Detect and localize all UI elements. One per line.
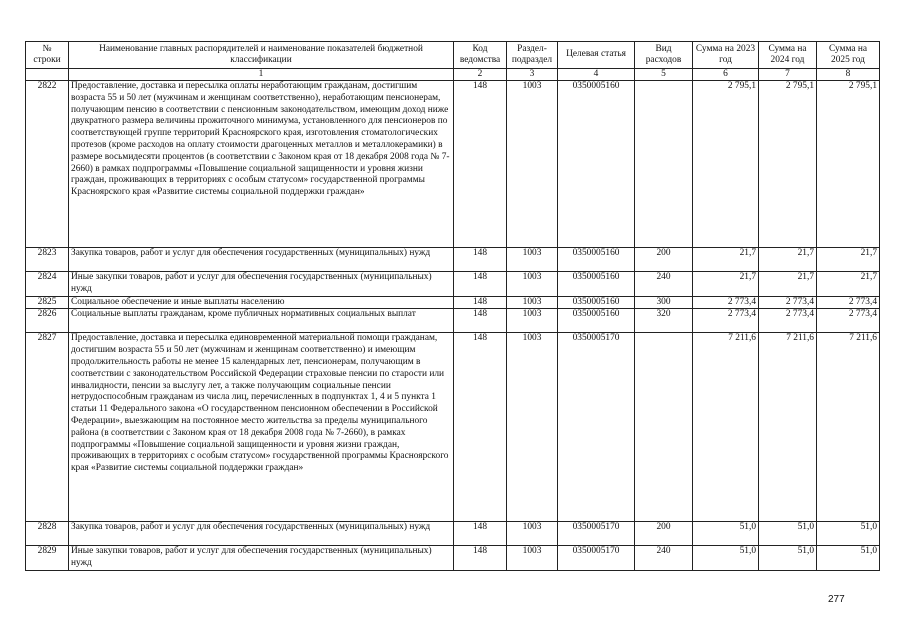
row-sum-2024: 2 795,1 bbox=[759, 81, 817, 248]
table-row bbox=[26, 309, 880, 333]
row-number: 2828 bbox=[26, 522, 69, 546]
row-sum-2025: 21,7 bbox=[817, 248, 880, 272]
row-exp-type bbox=[635, 333, 693, 522]
row-dept-code: 148 bbox=[454, 296, 507, 309]
row-number: 2825 bbox=[26, 296, 69, 309]
row-section: 1003 bbox=[507, 81, 558, 248]
row-dept-code: 148 bbox=[454, 522, 507, 546]
table-row bbox=[26, 522, 880, 546]
row-exp-type: 320 bbox=[635, 309, 693, 333]
row-sum-2023: 51,0 bbox=[693, 522, 759, 546]
row-sum-2023: 21,7 bbox=[693, 248, 759, 272]
row-target: 0350005160 bbox=[558, 248, 635, 272]
row-sum-2023: 2 773,4 bbox=[693, 309, 759, 333]
row-section: 1003 bbox=[507, 309, 558, 333]
row-sum-2024: 51,0 bbox=[759, 522, 817, 546]
row-name: Социальные выплаты гражданам, кроме публичных нормативных социальных выплат bbox=[69, 309, 454, 333]
header-sum-2024: Сумма на 2024 год bbox=[759, 42, 817, 69]
row-section: 1003 bbox=[507, 296, 558, 309]
row-section: 1003 bbox=[507, 272, 558, 297]
header-row bbox=[26, 42, 880, 69]
row-sum-2024: 21,7 bbox=[759, 272, 817, 297]
row-number: 2822 bbox=[26, 81, 69, 248]
column-number: 2 bbox=[454, 69, 507, 81]
row-number: 2823 bbox=[26, 248, 69, 272]
header-sum-2023: Сумма на 2023 год bbox=[693, 42, 759, 69]
row-exp-type: 240 bbox=[635, 272, 693, 297]
row-target: 0350005170 bbox=[558, 333, 635, 522]
column-number: 4 bbox=[558, 69, 635, 81]
header-name: Наименование главных распорядителей и наименование показателей бюджетной классификации bbox=[69, 42, 454, 69]
column-number-row bbox=[26, 69, 880, 81]
row-dept-code: 148 bbox=[454, 272, 507, 297]
row-sum-2023: 21,7 bbox=[693, 272, 759, 297]
row-name: Закупка товаров, работ и услуг для обеспечения государственных (муниципальных) нужд bbox=[69, 522, 454, 546]
row-section: 1003 bbox=[507, 248, 558, 272]
row-sum-2024: 2 773,4 bbox=[759, 296, 817, 309]
row-name: Предоставление, доставка и пересылка единовременной материальной помощи гражданам, достигшим возраста 55 и 50 лет (мужчинам и женщинам соответственно) и имеющим продолжительность работы не менее 15 календарных лет, пенсионерам, получающим в соответствии с законодательством Российской Федерации страховые пенсии по старости или инвалидности, пенсии за выслугу лет, а также получающим социальные пенсии нетрудоспособным гражданам из числа лиц, перечисленных в подпунктах 1, 4 и 5 пункта 1 статьи 11 Федерального закона «О государственном пенсионном обеспечении в Российской Федерации», выезжающим на постоянное место жительства за пределы муниципального района (в соответствии с Законом края от 18 декабря 2008 года № 7-2660), в рамках подпрограммы «Повышение социальной защищенности и уровня жизни граждан, проживающих в территориях с особым статусом» государственной программы Красноярского края «Развитие системы социальной поддержки граждан» bbox=[69, 333, 454, 522]
row-dept-code: 148 bbox=[454, 81, 507, 248]
header-section: Раздел-подраздел bbox=[507, 42, 558, 69]
column-number-blank bbox=[26, 69, 69, 81]
row-name: Иные закупки товаров, работ и услуг для обеспечения государственных (муниципальных) нужд bbox=[69, 272, 454, 297]
row-exp-type: 200 bbox=[635, 522, 693, 546]
row-sum-2025: 2 795,1 bbox=[817, 81, 880, 248]
table-row bbox=[26, 248, 880, 272]
row-exp-type: 240 bbox=[635, 546, 693, 571]
row-number: 2827 bbox=[26, 333, 69, 522]
column-number: 5 bbox=[635, 69, 693, 81]
row-exp-type: 200 bbox=[635, 248, 693, 272]
row-sum-2025: 51,0 bbox=[817, 546, 880, 571]
row-sum-2024: 21,7 bbox=[759, 248, 817, 272]
row-name: Предоставление, доставка и пересылка оплаты неработающим гражданам, достигшим возраста 55 и 50 лет (мужчинам и женщинам соответственно), неработающим пенсионерам, получающим пенсию в соответствии с пенсионным законодательством, имеющим доход ниже двукратного размера величины прожиточного минимума, установленного для пенсионеров по соответствующей группе территорий Красноярского края, изготовления стоматологических протезов (кроме расходов на оплату стоимости драгоценных металлов и металлокерамики) в размере восьмидесяти процентов (в соответствии с Законом края от 18 декабря 2008 года № 7-2660) в рамках подпрограммы «Повышение социальной защищенности и уровня жизни граждан, проживающих в территориях с особым статусом» государственной программы Красноярского края «Развитие системы социальной поддержки граждан» bbox=[69, 81, 454, 248]
row-target: 0350005160 bbox=[558, 309, 635, 333]
header-dept-code: Код ведомства bbox=[454, 42, 507, 69]
row-number: 2824 bbox=[26, 272, 69, 297]
table-row bbox=[26, 81, 880, 248]
row-sum-2024: 51,0 bbox=[759, 546, 817, 571]
header-target: Целевая статья bbox=[558, 42, 635, 69]
row-sum-2023: 2 795,1 bbox=[693, 81, 759, 248]
row-section: 1003 bbox=[507, 333, 558, 522]
row-dept-code: 148 bbox=[454, 546, 507, 571]
row-sum-2023: 51,0 bbox=[693, 546, 759, 571]
row-section: 1003 bbox=[507, 522, 558, 546]
row-exp-type bbox=[635, 81, 693, 248]
row-sum-2024: 2 773,4 bbox=[759, 309, 817, 333]
column-number: 6 bbox=[693, 69, 759, 81]
column-number: 7 bbox=[759, 69, 817, 81]
row-number: 2829 bbox=[26, 546, 69, 571]
row-name: Закупка товаров, работ и услуг для обеспечения государственных (муниципальных) нужд bbox=[69, 248, 454, 272]
table-row bbox=[26, 546, 880, 571]
row-target: 0350005160 bbox=[558, 81, 635, 248]
header-sum-2025: Сумма на 2025 год bbox=[817, 42, 880, 69]
column-number: 3 bbox=[507, 69, 558, 81]
row-sum-2024: 7 211,6 bbox=[759, 333, 817, 522]
header-exp-type: Вид расходов bbox=[635, 42, 693, 69]
row-exp-type: 300 bbox=[635, 296, 693, 309]
row-name: Иные закупки товаров, работ и услуг для обеспечения государственных (муниципальных) нужд bbox=[69, 546, 454, 571]
row-name: Социальное обеспечение и иные выплаты населению bbox=[69, 296, 454, 309]
row-sum-2025: 21,7 bbox=[817, 272, 880, 297]
row-sum-2025: 2 773,4 bbox=[817, 309, 880, 333]
row-target: 0350005160 bbox=[558, 272, 635, 297]
row-target: 0350005170 bbox=[558, 522, 635, 546]
table-row bbox=[26, 296, 880, 309]
table-row bbox=[26, 272, 880, 297]
row-dept-code: 148 bbox=[454, 309, 507, 333]
table-row bbox=[26, 333, 880, 522]
row-sum-2023: 7 211,6 bbox=[693, 333, 759, 522]
row-sum-2025: 7 211,6 bbox=[817, 333, 880, 522]
row-dept-code: 148 bbox=[454, 248, 507, 272]
budget-table bbox=[25, 41, 880, 571]
row-sum-2023: 2 773,4 bbox=[693, 296, 759, 309]
row-target: 0350005170 bbox=[558, 546, 635, 571]
row-sum-2025: 51,0 bbox=[817, 522, 880, 546]
row-number: 2826 bbox=[26, 309, 69, 333]
column-number: 1 bbox=[69, 69, 454, 81]
page-number: 277 bbox=[828, 594, 845, 605]
row-section: 1003 bbox=[507, 546, 558, 571]
header-row-no: № строки bbox=[26, 42, 69, 69]
row-sum-2025: 2 773,4 bbox=[817, 296, 880, 309]
row-target: 0350005160 bbox=[558, 296, 635, 309]
row-dept-code: 148 bbox=[454, 333, 507, 522]
column-number: 8 bbox=[817, 69, 880, 81]
